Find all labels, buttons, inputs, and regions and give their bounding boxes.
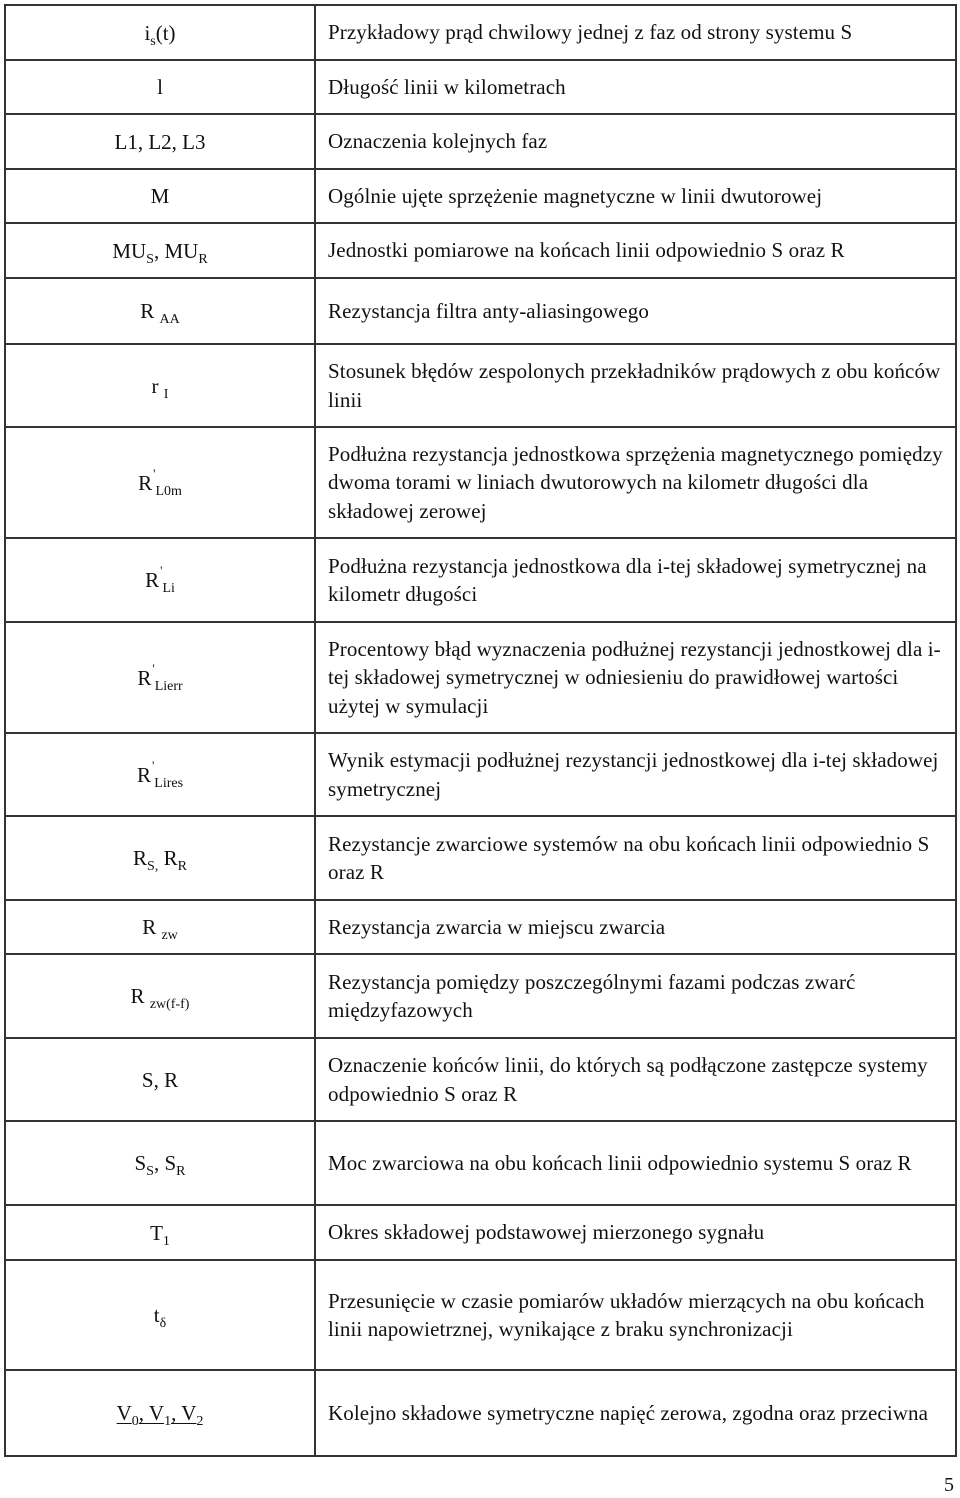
symbol-cell — [5, 5, 315, 60]
description-cell: Ogólnie ujęte sprzężenie magnetyczne w linii dwutorowej — [315, 169, 956, 223]
symbol-main: T — [150, 1220, 163, 1245]
symbol-cell — [5, 1205, 315, 1260]
description-cell: Kolejno składowe symetryczne napięć zerowa, zgodna oraz przeciwna — [315, 1370, 956, 1456]
description-cell: Rezystancje zwarciowe systemów na obu końcach linii odpowiednio S oraz R — [315, 816, 956, 900]
symbol — [136, 757, 184, 791]
symbol — [145, 563, 175, 596]
table-row — [5, 344, 956, 427]
symbol-subscript: S — [146, 251, 154, 267]
symbol-main: R — [142, 915, 162, 939]
symbol-subscript: Lierr — [154, 678, 183, 694]
symbol-main: R — [130, 984, 150, 1008]
symbol — [157, 75, 163, 99]
symbol-subscript: zw — [161, 928, 178, 943]
symbol-subscript: R — [198, 251, 208, 267]
symbol-cell — [5, 1260, 315, 1370]
table-row — [5, 1370, 956, 1456]
prime-mark: ' — [152, 660, 155, 676]
table-row — [5, 114, 956, 169]
symbol — [151, 184, 170, 208]
symbol-main: S, R — [141, 1067, 179, 1092]
table-row — [5, 900, 956, 954]
symbol — [137, 660, 183, 694]
description-cell: Procentowy błąd wyznaczenia podłużnej rezystancji jednostkowej dla i-tej składowej symetrycznej w odniesieniu do prawidłowej wartości użytej w symulacji — [315, 622, 956, 733]
symbol-subscript: δ — [159, 1316, 167, 1331]
symbol-cell — [5, 344, 315, 427]
table-row — [5, 1205, 956, 1260]
symbol-subscript: s — [150, 33, 156, 49]
table-row — [5, 538, 956, 622]
symbol — [140, 299, 180, 327]
symbol-subscript: 1 — [164, 1414, 172, 1429]
table-row — [5, 60, 956, 114]
symbol-main: R — [158, 846, 178, 870]
symbol-main: R — [140, 299, 160, 323]
symbol — [134, 1151, 186, 1179]
symbol — [151, 373, 169, 402]
symbol-subscript: Li — [162, 581, 175, 596]
symbol-cell — [5, 733, 315, 816]
symbol — [150, 1220, 170, 1249]
symbol-cell — [5, 1121, 315, 1205]
symbol-main: l — [157, 75, 163, 99]
symbol-subscript: R — [176, 1164, 186, 1179]
description-cell: Podłużna rezystancja jednostkowa dla i-tej składowej symetrycznej na kilometr długości — [315, 538, 956, 622]
symbol-table-body — [5, 5, 956, 1456]
description-cell: Rezystancja pomiędzy poszczególnymi fazami podczas zwarć międzyfazowych — [315, 954, 956, 1038]
description-cell: Przykładowy prąd chwilowy jednej z faz od strony systemu S — [315, 5, 956, 60]
description-cell: Wynik estymacji podłużnej rezystancji jednostkowej dla i-tej składowej symetrycznej — [315, 733, 956, 816]
symbol-cell — [5, 900, 315, 954]
symbol-cell — [5, 1038, 315, 1121]
symbol-main: R — [136, 762, 151, 787]
symbol — [142, 1068, 178, 1092]
symbol-subscript: S — [146, 1164, 154, 1179]
symbol-main: R — [133, 846, 148, 870]
symbol-cell — [5, 816, 315, 900]
table-row — [5, 1038, 956, 1121]
table-row — [5, 954, 956, 1038]
description-cell: Oznaczenia kolejnych faz — [315, 114, 956, 169]
table-row — [5, 278, 956, 344]
symbol-main: i — [144, 20, 151, 45]
symbol-main: , MU — [153, 238, 199, 263]
description-cell: Okres składowej podstawowej mierzonego sygnału — [315, 1205, 956, 1260]
symbol-main: M — [150, 184, 170, 208]
symbol — [130, 984, 190, 1012]
description-cell: Stosunek błędów zespolonych przekładników prądowych z obu końców linii — [315, 344, 956, 427]
symbol-table — [4, 4, 957, 1457]
symbol-subscript: R — [177, 859, 187, 874]
symbol — [142, 915, 178, 943]
symbol-subscript: AA — [159, 312, 180, 327]
table-row — [5, 169, 956, 223]
symbol-cell — [5, 954, 315, 1038]
symbol-main: t — [153, 1303, 160, 1327]
table-row — [5, 622, 956, 733]
symbol-main: MU — [112, 238, 147, 263]
symbol-cell — [5, 278, 315, 344]
description-cell: Rezystancja filtra anty-aliasingowego — [315, 278, 956, 344]
symbol — [144, 20, 176, 49]
symbol-main: r — [151, 373, 164, 398]
symbol-cell — [5, 223, 315, 278]
symbol-cell — [5, 1370, 315, 1456]
symbol-main: , S — [153, 1151, 177, 1175]
prime-mark: ' — [153, 465, 156, 481]
prime-mark: ' — [160, 563, 163, 578]
symbol — [115, 130, 206, 154]
symbol-main: R — [137, 665, 152, 690]
symbol-main: S — [134, 1151, 147, 1175]
symbol — [133, 846, 187, 874]
table-row — [5, 5, 956, 60]
symbol-cell — [5, 60, 315, 114]
symbol-main: , V — [171, 1401, 197, 1425]
table-row — [5, 223, 956, 278]
page-number: 5 — [944, 1474, 954, 1496]
symbol — [138, 465, 182, 499]
symbol-cell — [5, 622, 315, 733]
description-cell: Długość linii w kilometrach — [315, 60, 956, 114]
symbol-cell — [5, 427, 315, 538]
symbol-main: (t) — [155, 20, 176, 45]
prime-mark: ' — [151, 757, 155, 773]
description-cell: Jednostki pomiarowe na końcach linii odpowiednio S oraz R — [315, 223, 956, 278]
symbol-subscript: I — [163, 386, 169, 402]
table-row — [5, 427, 956, 538]
symbol-cell — [5, 114, 315, 169]
symbol-subscript: zw(f-f) — [149, 997, 190, 1012]
symbol-subscript: Lires — [154, 775, 184, 791]
symbol-main: , V — [138, 1401, 165, 1425]
symbol-subscript: S, — [147, 859, 159, 874]
symbol-cell — [5, 169, 315, 223]
symbol-subscript: 0 — [131, 1414, 139, 1429]
table-row — [5, 733, 956, 816]
symbol-main: L1, L2, L3 — [114, 129, 206, 154]
symbol-main: R — [145, 568, 160, 592]
description-cell: Oznaczenie końców linii, do których są podłączone zastępcze systemy odpowiednio S oraz R — [315, 1038, 956, 1121]
symbol — [153, 1303, 167, 1331]
symbol-main: V — [116, 1401, 132, 1425]
description-cell: Przesunięcie w czasie pomiarów układów mierzących na obu końcach linii napowietrznej, wynikające z braku synchronizacji — [315, 1260, 956, 1370]
description-cell: Rezystancja zwarcia w miejscu zwarcia — [315, 900, 956, 954]
symbol-cell — [5, 538, 315, 622]
symbol-subscript: L0m — [155, 483, 182, 499]
table-row — [5, 1260, 956, 1370]
description-cell: Podłużna rezystancja jednostkowa sprzężenia magnetycznego pomiędzy dwoma torami w liniach dwutorowych na kilometr długości dla składowej zerowej — [315, 427, 956, 538]
symbol-subscript: 1 — [162, 1233, 170, 1249]
table-row — [5, 816, 956, 900]
symbol-subscript: 2 — [196, 1414, 204, 1429]
symbol — [112, 238, 208, 267]
table-row — [5, 1121, 956, 1205]
symbol — [116, 1401, 204, 1429]
description-cell: Moc zwarciowa na obu końcach linii odpowiednio systemu S oraz R — [315, 1121, 956, 1205]
symbol-main: R — [138, 470, 153, 495]
